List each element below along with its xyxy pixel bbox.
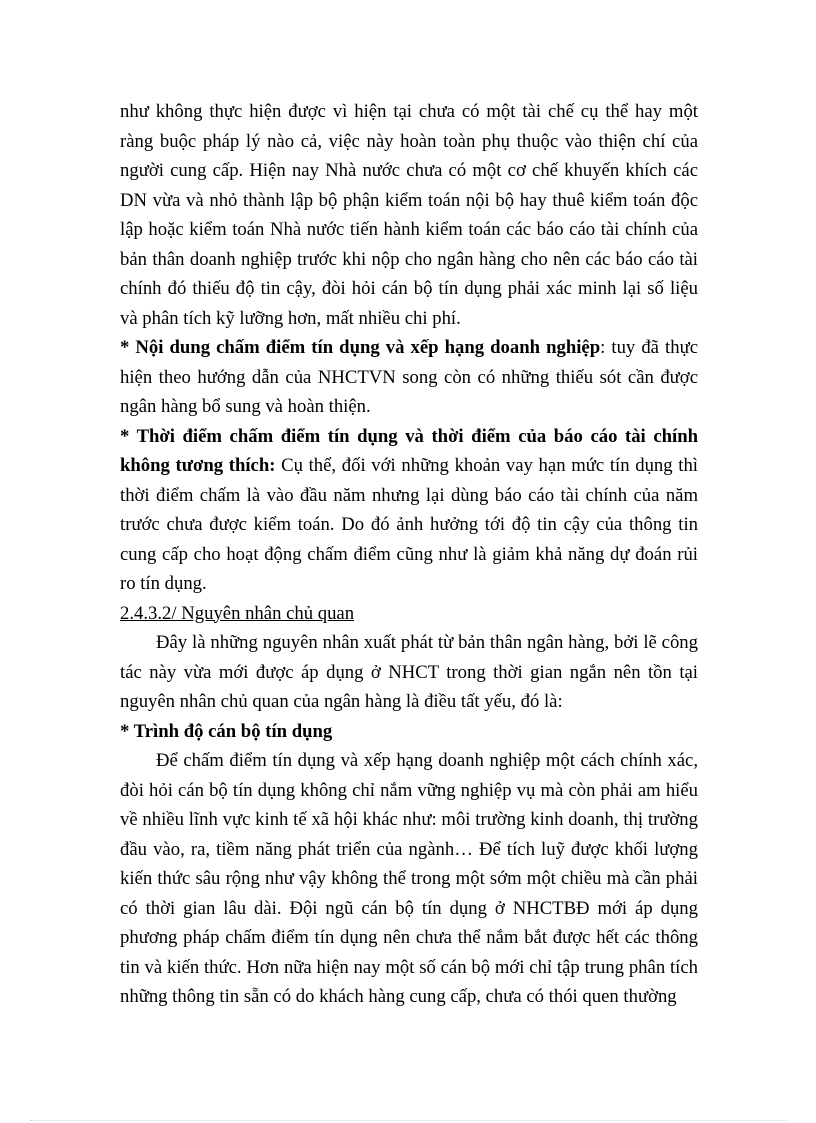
text-line: như không thực hiện được vì hiện tại chưa có một tài chế cụ thể hay một — [120, 101, 698, 122]
text-line: ro tín dụng. — [120, 573, 207, 594]
document-body — [120, 97, 698, 1012]
text-line: Đây là những nguyên nhân xuất phát từ bản thân ngân hàng, bởi lẽ công — [156, 632, 698, 653]
section-heading — [120, 599, 698, 629]
text-line: về nhiều lĩnh vực kinh tế xã hội khác như: môi trường kinh doanh, thị trường — [120, 809, 698, 830]
text-line: kiến thức sâu rộng như vậy không thể trong một sớm một chiều mà cần phải — [120, 868, 698, 889]
text-line: phương pháp chấm điểm tín dụng nên chưa thể nắm bắt được hết các thông — [120, 927, 698, 948]
text-line: có thời gian lâu dài. Đội ngũ cán bộ tín dụng ở NHCTBĐ mới áp dụng — [120, 897, 698, 919]
bold-lead: * Thời điểm chấm điểm tín dụng và thời điểm của báo cáo tài chính — [120, 425, 698, 447]
bold-lead: không tương thích: — [120, 455, 276, 476]
text-line: trước chưa được kiểm toán. Do đó ảnh hưởng tới độ tin cậy của thông tin — [120, 514, 698, 535]
text-line: đòi hỏi cán bộ tín dụng không chỉ nắm vững nghiệp vụ mà còn phải am hiểu — [120, 779, 698, 801]
paragraph-5 — [120, 746, 698, 1012]
text-line: ràng buộc pháp lý nào cả, việc này hoàn toàn phụ thuộc vào thiện chí của — [120, 130, 698, 152]
text-line: DN vừa và nhỏ thành lập bộ phận kiểm toán nội bộ hay thuê kiểm toán độc — [120, 189, 698, 211]
bold-lead: * Nội dung chấm điểm tín dụng và xếp hạng doanh nghiệp — [120, 337, 601, 358]
text-run: : tuy đã thực — [600, 337, 699, 358]
subheading — [120, 717, 698, 747]
text-line: thời điểm chấm là vào đầu năm nhưng lại dùng báo cáo tài chính của năm — [120, 484, 698, 506]
text-line — [120, 422, 698, 452]
text-run: Cụ thể, đối với những khoản vay hạn mức tín dụng thì — [275, 455, 698, 476]
text-line: tin và kiến thức. Hơn nữa hiện nay một số cán bộ mới chỉ tập trung phân tích — [120, 956, 698, 978]
text-line: Để chấm điểm tín dụng và xếp hạng doanh nghiệp một cách chính xác, — [156, 750, 698, 771]
text-line: ngân hàng bổ sung và hoàn thiện. — [120, 396, 371, 417]
subheading-bold: * Trình độ cán bộ tín dụng — [120, 720, 333, 742]
paragraph-1 — [120, 97, 698, 333]
section-heading-text: 2.4.3.2/ Nguyên nhân chủ quan — [120, 602, 355, 624]
text-line: chính đó thiếu độ tin cậy, đòi hỏi cán bộ tín dụng phải xác minh lại số liệu — [120, 278, 698, 299]
text-line — [120, 451, 698, 481]
text-line: tác này vừa mới được áp dụng ở NHCT trong thời gian ngắn nên tồn tại — [120, 661, 698, 683]
paragraph-4 — [120, 628, 698, 717]
text-line: và phân tích kỹ lưỡng hơn, mất nhiều chi phí. — [120, 307, 461, 329]
text-line: đầu vào, ra, tiềm năng phát triển của ngành… Để tích luỹ được khối lượng — [120, 838, 698, 860]
text-line: bản thân doanh nghiệp trước khi nộp cho ngân hàng cho nên các báo cáo tài — [120, 248, 698, 270]
paragraph-3 — [120, 422, 698, 599]
text-line: những thông tin sẵn có do khách hàng cung cấp, chưa có thói quen thường — [120, 986, 677, 1007]
page-bottom-divider — [30, 1120, 786, 1121]
paragraph-2 — [120, 333, 698, 422]
text-line: nguyên nhân chủ quan của ngân hàng là điều tất yếu, đó là: — [120, 691, 563, 712]
text-line: người cung cấp. Hiện nay Nhà nước chưa có một cơ chế khuyến khích các — [120, 160, 698, 181]
text-line: hiện theo hướng dẫn của NHCTVN song còn có những thiếu sót cần được — [120, 366, 698, 388]
text-line: lập hoặc kiểm toán Nhà nước tiến hành kiểm toán các báo cáo tài chính của — [120, 219, 698, 240]
text-line: cung cấp cho hoạt động chấm điểm cũng như là giảm khả năng dự đoán rủi — [120, 543, 698, 565]
subheading-text — [120, 717, 698, 747]
text-line — [120, 333, 698, 363]
